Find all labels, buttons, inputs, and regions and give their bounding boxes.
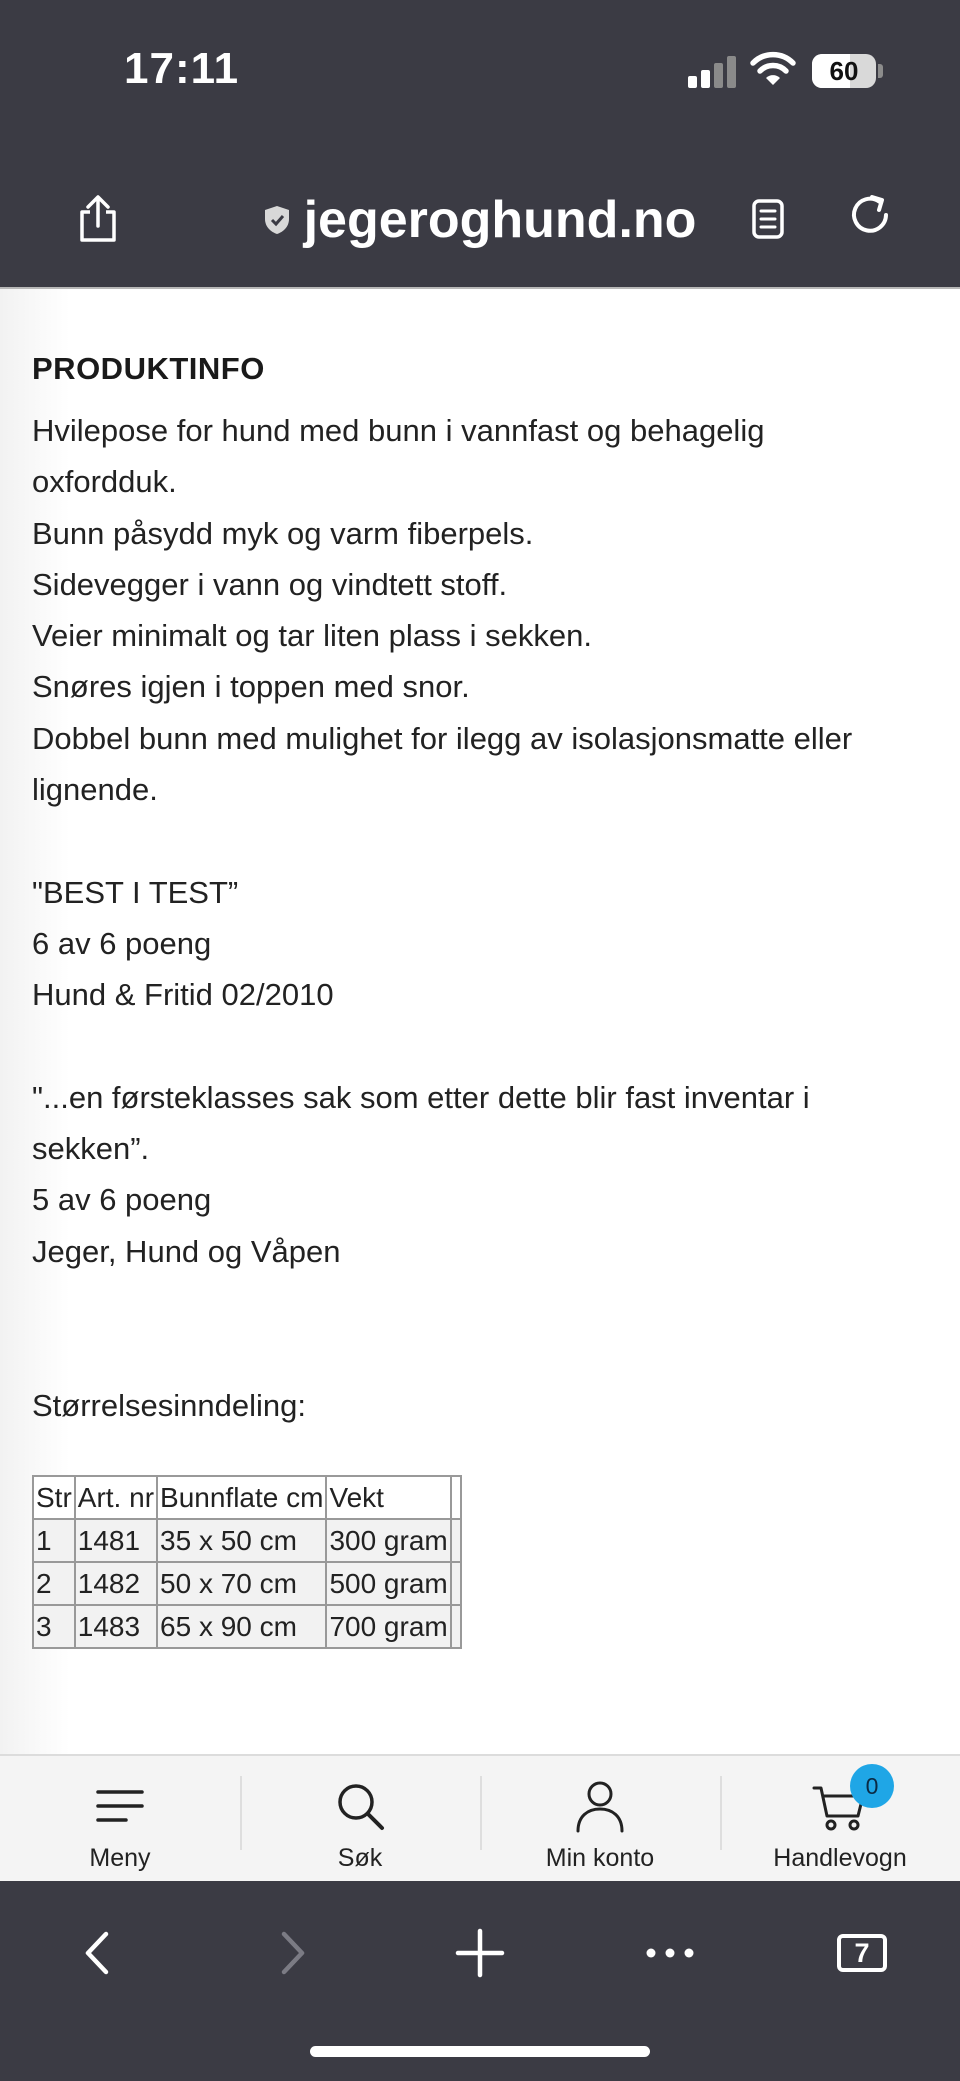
- section-title: PRODUKTINFO: [32, 351, 265, 386]
- description-line: Hvilepose for hund med bunn i vannfast og behagelig: [32, 413, 765, 448]
- browser-top-chrome: [0, 0, 960, 289]
- table-cell: 1483: [75, 1605, 157, 1648]
- table-cell: 700 gram: [326, 1605, 450, 1648]
- table-cell: 1481: [75, 1519, 157, 1562]
- nav-item-cart[interactable]: [720, 1756, 960, 1881]
- table-empty-cell: [451, 1562, 461, 1605]
- address-bar[interactable]: [38, 165, 922, 275]
- description-line: lignende.: [32, 772, 158, 808]
- table-cell: 500 gram: [326, 1562, 450, 1605]
- url-domain: jegeroghund.no: [303, 191, 697, 249]
- table-cell: 1482: [75, 1562, 157, 1605]
- status-time: 17:11: [124, 44, 240, 93]
- description-line: Sidevegger i vann og vindtett stoff.: [32, 566, 508, 602]
- description-line: oxfordduk.: [32, 464, 177, 500]
- reader-mode-button[interactable]: [738, 187, 798, 251]
- table-cell: 35 x 50 cm: [157, 1519, 326, 1562]
- description-line: [32, 1021, 932, 1072]
- menu-icon: [92, 1778, 148, 1834]
- chevron-right-icon: [272, 1928, 312, 1978]
- back-button[interactable]: [58, 1913, 138, 1993]
- table-header-row: [33, 1476, 461, 1519]
- home-indicator[interactable]: [310, 2046, 650, 2057]
- cellular-signal-icon: [688, 56, 738, 88]
- user-icon: [572, 1778, 628, 1834]
- plus-icon: [454, 1927, 506, 1979]
- description-line: 6 av 6 poeng: [32, 925, 212, 961]
- new-tab-button[interactable]: [440, 1913, 520, 1993]
- size-table: [32, 1475, 462, 1649]
- description-line: Dobbel bunn med mulighet for ilegg av isolasjonsmatte eller: [32, 720, 853, 756]
- table-cell: 300 gram: [326, 1519, 450, 1562]
- description-line: "BEST I TEST”: [32, 874, 239, 910]
- table-row: [33, 1519, 461, 1562]
- description-line: 5 av 6 poeng: [32, 1182, 212, 1218]
- nav-item-account[interactable]: [480, 1756, 720, 1881]
- description-line: Snøres igjen i toppen med snor.: [32, 669, 470, 705]
- more-button[interactable]: [630, 1913, 710, 1993]
- chevron-left-icon: [78, 1928, 118, 1978]
- browser-bottom-toolbar: [0, 1881, 960, 2081]
- description-line: Størrelsesinndeling:: [32, 1387, 306, 1423]
- site-bottom-nav: [0, 1754, 960, 1881]
- nav-label: Handlevogn: [773, 1844, 907, 1872]
- table-row: [33, 1562, 461, 1605]
- share-button[interactable]: [68, 187, 128, 251]
- description-line: [32, 1328, 932, 1379]
- table-cell: 3: [33, 1605, 75, 1648]
- document-icon: [751, 199, 785, 239]
- nav-label: Meny: [89, 1844, 151, 1872]
- search-icon: [332, 1778, 388, 1834]
- more-dots-icon: [645, 1947, 695, 1959]
- shield-icon: [264, 205, 290, 235]
- nav-item-search[interactable]: [240, 1756, 480, 1881]
- table-empty-cell: [451, 1519, 461, 1562]
- description-line: [32, 815, 932, 866]
- reload-button[interactable]: [838, 183, 902, 247]
- table-row: [33, 1605, 461, 1648]
- description-line: Veier minimalt og tar liten plass i sekken.: [32, 618, 592, 654]
- nav-label: Min konto: [545, 1844, 655, 1872]
- description-line: Bunn påsydd myk og varm fiberpels.: [32, 515, 534, 551]
- description-line: "...en førsteklasses sak som etter dette blir fast inventar i: [32, 1079, 810, 1115]
- table-cell: 65 x 90 cm: [157, 1605, 326, 1648]
- battery-percent: 60: [829, 56, 859, 86]
- tab-count: 7: [837, 1934, 887, 1972]
- cart-icon-wrap: [812, 1773, 879, 1834]
- tabs-button[interactable]: [822, 1913, 902, 1993]
- description-line: [32, 1277, 932, 1328]
- reload-icon: [848, 193, 892, 237]
- forward-button[interactable]: [252, 1913, 332, 1993]
- table-header-cell: Str: [33, 1476, 75, 1519]
- description-line: sekken”.: [32, 1131, 150, 1167]
- page-content: [0, 289, 960, 1754]
- battery-icon: [812, 54, 876, 88]
- share-icon: [76, 194, 120, 244]
- cart-count-badge: 0: [850, 1764, 894, 1808]
- table-cell: 1: [33, 1519, 75, 1562]
- nav-item-menu[interactable]: [0, 1756, 240, 1881]
- table-header-cell: Vekt: [326, 1476, 450, 1519]
- table-header-cell: Bunnflate cm: [157, 1476, 326, 1519]
- battery-cap: [878, 64, 883, 78]
- table-cell: 50 x 70 cm: [157, 1562, 326, 1605]
- table-empty-cell: [451, 1476, 461, 1519]
- description-line: Hund & Fritid 02/2010: [32, 977, 334, 1013]
- table-cell: 2: [33, 1562, 75, 1605]
- table-header-cell: Art. nr: [75, 1476, 157, 1519]
- product-description: [32, 405, 932, 1431]
- wifi-icon: [750, 50, 796, 88]
- description-line: Jeger, Hund og Våpen: [32, 1233, 341, 1269]
- table-empty-cell: [451, 1605, 461, 1648]
- nav-label: Søk: [337, 1844, 383, 1872]
